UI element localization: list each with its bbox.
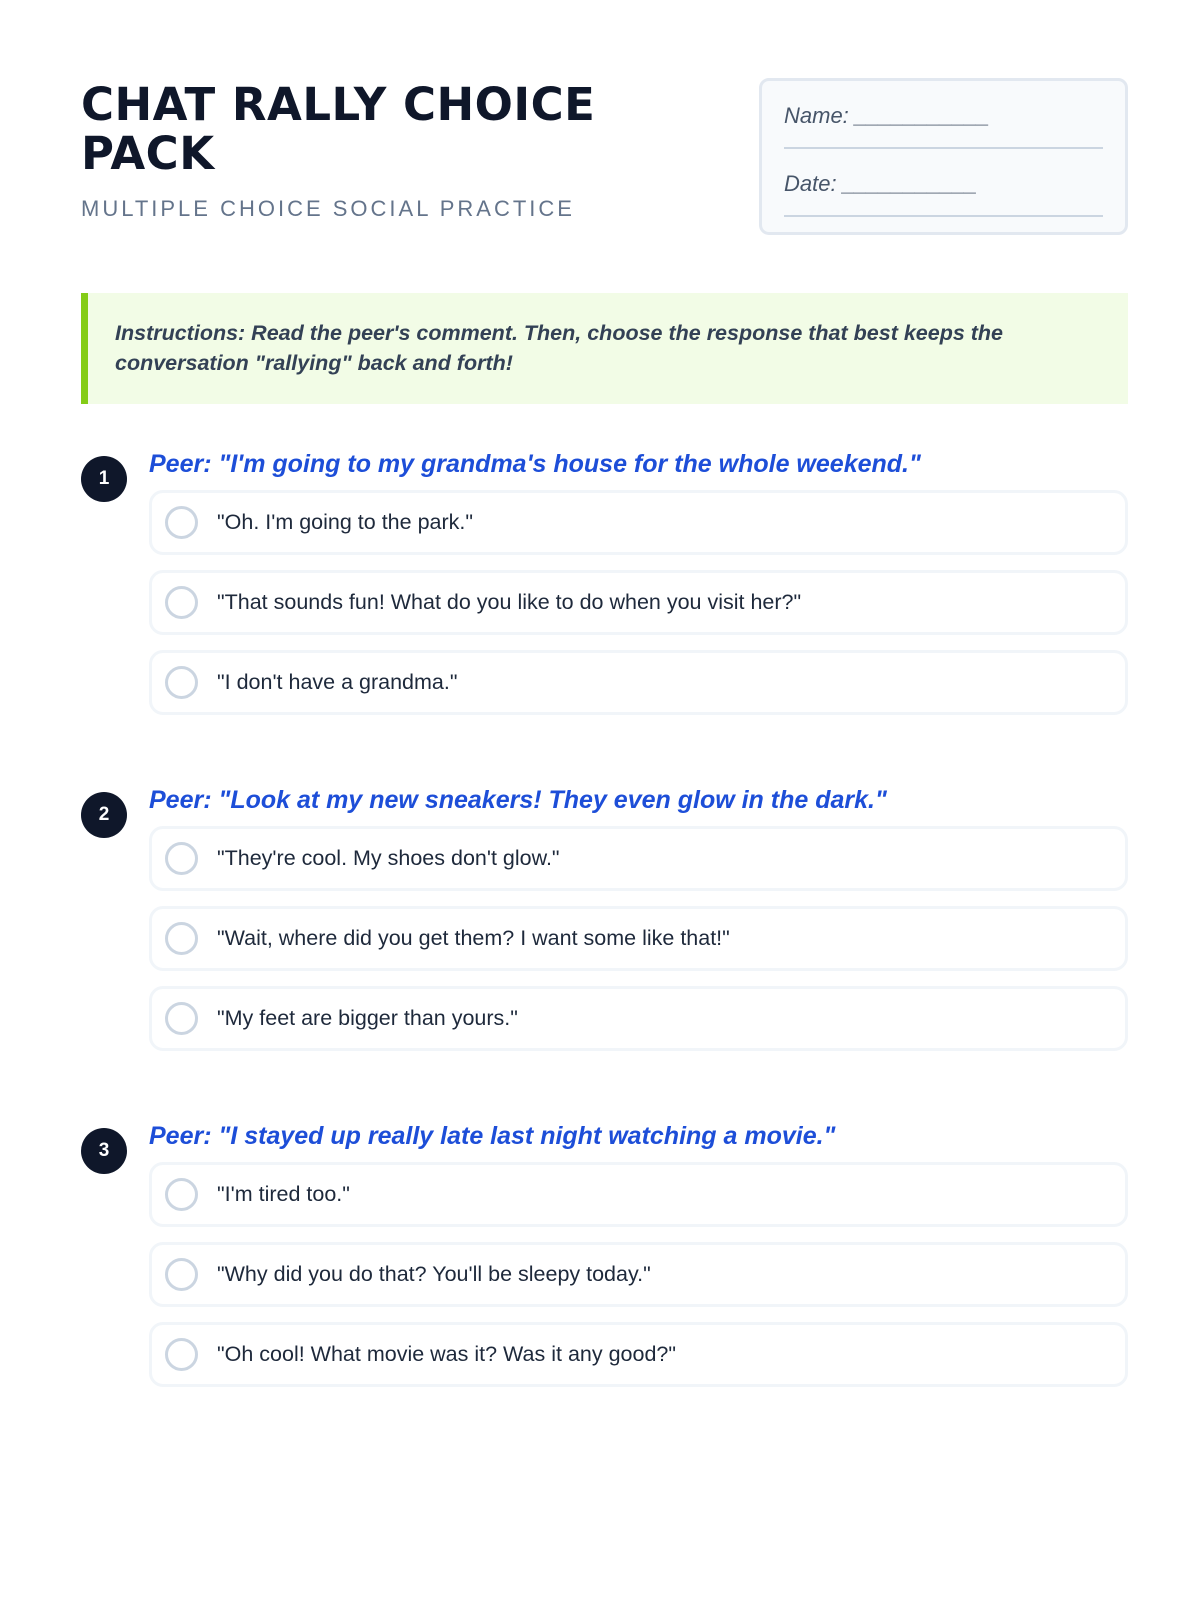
option-card[interactable] — [149, 570, 1128, 635]
page-subtitle: MULTIPLE CHOICE SOCIAL PRACTICE — [81, 196, 575, 221]
question-3 — [81, 1122, 1128, 1464]
radio-button[interactable] — [165, 842, 198, 875]
question-number-badge: 2 — [81, 792, 127, 838]
radio-button[interactable] — [165, 922, 198, 955]
option-card[interactable] — [149, 986, 1128, 1051]
name-date-box — [759, 78, 1128, 235]
option-card[interactable] — [149, 826, 1128, 891]
question-1 — [81, 450, 1128, 792]
radio-button[interactable] — [165, 1258, 198, 1291]
worksheet-page — [81, 78, 1128, 1366]
question-2 — [81, 786, 1128, 1128]
instructions-box: Instructions: Read the peer's comment. Then, choose the response that best keeps the conversation "rallying" back and forth! — [81, 293, 1128, 404]
option-label: "They're cool. My shoes don't glow." — [217, 846, 560, 870]
radio-button[interactable] — [165, 586, 198, 619]
question-list — [81, 450, 1128, 1464]
question-prompt: Peer: "Look at my new sneakers! They even glow in the dark." — [149, 786, 887, 814]
option-list — [149, 1162, 1128, 1402]
question-prompt: Peer: "I stayed up really late last night watching a movie." — [149, 1122, 836, 1150]
name-field[interactable]: Name: ___________ — [784, 103, 1103, 149]
option-list — [149, 826, 1128, 1066]
radio-button[interactable] — [165, 1178, 198, 1211]
option-card[interactable] — [149, 650, 1128, 715]
option-label: "Oh cool! What movie was it? Was it any good?" — [217, 1342, 676, 1366]
radio-button[interactable] — [165, 1338, 198, 1371]
option-list — [149, 490, 1128, 730]
date-field[interactable]: Date: ___________ — [784, 171, 1103, 217]
option-label: "Oh. I'm going to the park." — [217, 510, 473, 534]
option-label: "Why did you do that? You'll be sleepy today." — [217, 1262, 651, 1286]
option-card[interactable] — [149, 1162, 1128, 1227]
question-number-badge: 3 — [81, 1128, 127, 1174]
radio-button[interactable] — [165, 666, 198, 699]
option-card[interactable] — [149, 1242, 1128, 1307]
title-block — [81, 78, 721, 222]
option-card[interactable] — [149, 1322, 1128, 1387]
option-card[interactable] — [149, 906, 1128, 971]
option-label: "That sounds fun! What do you like to do when you visit her?" — [217, 590, 802, 614]
radio-button[interactable] — [165, 1002, 198, 1035]
header — [81, 78, 1128, 238]
question-number-badge: 1 — [81, 456, 127, 502]
question-prompt: Peer: "I'm going to my grandma's house for the whole weekend." — [149, 450, 921, 478]
option-label: "I don't have a grandma." — [217, 670, 458, 694]
option-label: "I'm tired too." — [217, 1182, 350, 1206]
option-label: "My feet are bigger than yours." — [217, 1006, 518, 1030]
radio-button[interactable] — [165, 506, 198, 539]
option-card[interactable] — [149, 490, 1128, 555]
page-title: CHAT RALLY CHOICE PACK — [81, 78, 596, 180]
option-label: "Wait, where did you get them? I want some like that!" — [217, 926, 730, 950]
